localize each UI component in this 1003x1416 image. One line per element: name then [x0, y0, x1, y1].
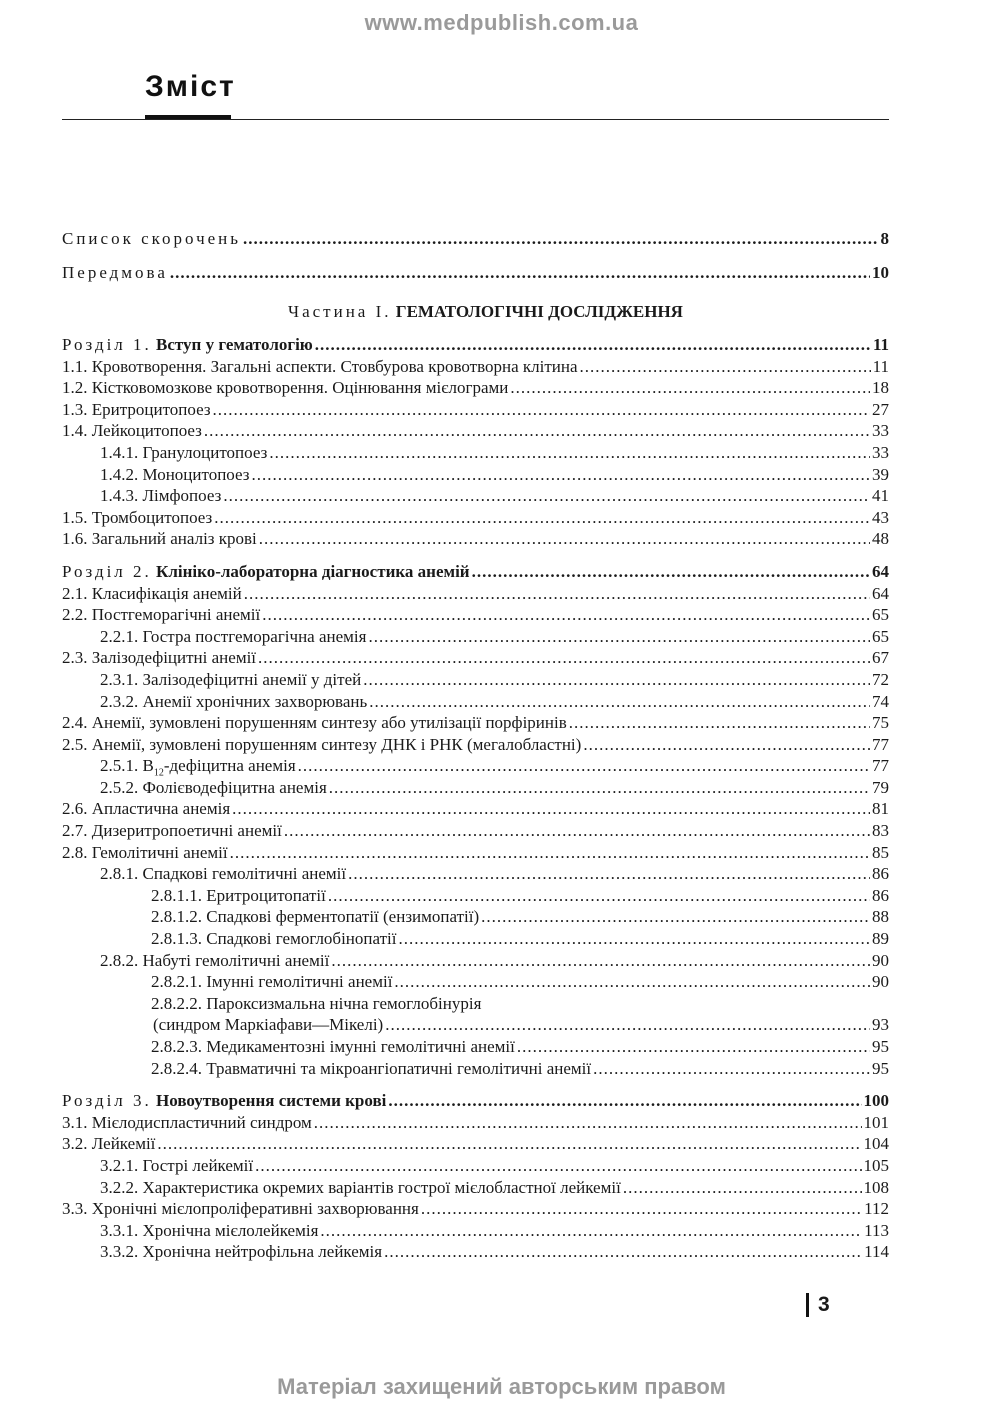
dot-leader	[398, 928, 870, 950]
toc-row[interactable]	[62, 377, 889, 399]
dot-leader	[213, 399, 870, 421]
toc-label-continuation: (синдром Маркіафави—Мікелі)	[153, 1015, 384, 1035]
toc-row[interactable]	[62, 971, 889, 993]
toc-label: 2.8.2. Набуті гемолітичні анемії	[100, 950, 330, 970]
dot-leader	[623, 1177, 862, 1199]
toc-row-preface[interactable]	[62, 256, 889, 290]
toc-row[interactable]	[62, 820, 889, 842]
toc-label: 1.4.1. Гранулоцитопоез	[100, 442, 268, 462]
toc-row[interactable]	[62, 863, 889, 885]
toc-label: 2.2. Постгеморагічні анемії	[62, 605, 261, 625]
toc-label: 1.4.3. Лімфопоез	[100, 486, 222, 506]
toc-page: 93	[872, 1015, 889, 1035]
toc-page: 114	[864, 1242, 889, 1262]
toc-row[interactable]	[62, 734, 889, 756]
toc-page: 33	[872, 421, 889, 441]
toc-label: 1.1. Кровотворення. Загальні аспекти. Стовбурова кровотворна клітина	[62, 356, 578, 376]
site-watermark: www.medpublish.com.ua	[364, 10, 639, 35]
dot-leader	[328, 885, 870, 907]
table-of-contents	[62, 222, 889, 1263]
toc-row[interactable]	[62, 464, 889, 486]
toc-row[interactable]	[62, 1014, 889, 1036]
toc-page: 88	[872, 907, 889, 927]
dot-leader	[593, 1058, 870, 1080]
toc-label: 2.6. Апластична анемія	[62, 799, 231, 819]
section-prefix: Розділ 3.	[62, 1091, 152, 1111]
dot-leader	[214, 507, 870, 529]
toc-label: 1.5. Тромбоцитопоез	[62, 507, 213, 527]
dot-leader	[314, 1112, 862, 1134]
toc-page: 108	[863, 1177, 889, 1197]
toc-page: 43	[872, 507, 889, 527]
toc-row[interactable]	[62, 1036, 889, 1058]
toc-page: 86	[872, 885, 889, 905]
dot-leader	[394, 971, 870, 993]
toc-page: 113	[864, 1220, 889, 1240]
toc-label: 3.3.1. Хронічна мієлолейкемія	[100, 1220, 319, 1240]
dot-leader	[510, 377, 870, 399]
toc-row[interactable]	[62, 1133, 889, 1155]
toc-label: 1.4. Лейкоцитопоез	[62, 421, 202, 441]
toc-label: 2.1. Класифікація анемій	[62, 583, 242, 603]
toc-page: 74	[872, 691, 889, 711]
dot-leader	[258, 647, 870, 669]
toc-row[interactable]	[62, 420, 889, 442]
dot-leader	[204, 420, 870, 442]
dot-leader	[388, 1090, 861, 1112]
dot-leader	[384, 1241, 862, 1263]
dot-leader	[583, 734, 870, 756]
toc-label: 2.5.1. $B_{12}$-дефіцитна анемія	[100, 756, 296, 779]
title-rule	[62, 119, 889, 120]
dot-leader	[262, 604, 870, 626]
section-prefix: Розділ 2.	[62, 561, 152, 581]
toc-label: 2.5.2. Фолієводефіцитна анемія	[100, 777, 327, 797]
toc-page: 89	[872, 929, 889, 949]
toc-page: 83	[872, 821, 889, 841]
dot-leader	[255, 1155, 861, 1177]
dot-leader	[170, 256, 870, 290]
toc-label: 3.2.2. Характеристика окремих варіантів гострої мієлобластної лейкемії	[100, 1177, 621, 1197]
dot-leader	[363, 669, 870, 691]
dot-leader	[385, 1014, 870, 1036]
toc-row[interactable]	[62, 842, 889, 864]
toc-row[interactable]	[62, 485, 889, 507]
toc-page: 10	[872, 263, 889, 282]
dot-leader	[259, 528, 870, 550]
toc-row[interactable]	[62, 1155, 889, 1177]
toc-label: 2.5. Анемії, зумовлені порушенням синтезу ДНК і РНК (мегалобластні)	[62, 734, 582, 754]
toc-label: 3.3. Хронічні мієлопроліферативні захворювання	[62, 1199, 419, 1219]
toc-page: 77	[872, 756, 889, 776]
toc-page: 65	[872, 626, 889, 646]
toc-page: 65	[872, 605, 889, 625]
toc-row[interactable]	[62, 777, 889, 799]
toc-label: 2.3.2. Анемії хронічних захворювань	[100, 691, 368, 711]
toc-page: 41	[872, 486, 889, 506]
dot-leader	[348, 863, 870, 885]
dot-leader	[368, 626, 870, 648]
dot-leader	[223, 485, 870, 507]
toc-row[interactable]	[62, 755, 889, 777]
toc-row[interactable]	[62, 626, 889, 648]
page-title: Зміст	[145, 70, 236, 103]
toc-page: 79	[872, 777, 889, 797]
dot-leader	[284, 820, 870, 842]
section-title: Вступ у гематологію	[156, 335, 313, 354]
toc-label: 2.4. Анемії, зумовлені порушенням синтезу або утилізації порфіринів	[62, 713, 567, 733]
dot-leader	[320, 1220, 862, 1242]
toc-label: 2.3. Залізодефіцитні анемії	[62, 648, 257, 668]
toc-label: 2.8.2.1. Імунні гемолітичні анемії	[151, 972, 393, 992]
toc-page: 18	[872, 378, 889, 398]
toc-row[interactable]	[62, 928, 889, 950]
toc-row[interactable]	[62, 399, 889, 421]
toc-label: 2.8.2.3. Медикаментозні імунні гемолітичні анемії	[151, 1037, 515, 1056]
toc-page: 33	[872, 442, 889, 462]
toc-label: 1.6. Загальний аналіз крові	[62, 529, 257, 549]
toc-page: 64	[872, 583, 889, 603]
toc-label: Передмова	[62, 263, 168, 282]
toc-row[interactable]	[62, 669, 889, 691]
dot-leader	[230, 842, 870, 864]
part-prefix: Частина I.	[288, 302, 392, 321]
dot-leader	[517, 1036, 870, 1058]
dot-leader	[251, 464, 870, 486]
section-title: Клініко-лабораторна діагностика анемій	[156, 561, 470, 581]
toc-row[interactable]	[62, 712, 889, 734]
toc-page: 95	[872, 1037, 889, 1056]
toc-page: 101	[863, 1112, 889, 1132]
section-heading-2[interactable]	[62, 561, 889, 583]
toc-page: 105	[863, 1155, 889, 1175]
dot-leader	[331, 950, 870, 972]
toc-label: 2.8.1.2. Спадкові ферментопатії (ензимопатії)	[151, 907, 480, 927]
toc-page: 95	[872, 1058, 889, 1078]
toc-label: 2.3.1. Залізодефіцитні анемії у дітей	[100, 669, 362, 689]
toc-page: 77	[872, 734, 889, 754]
toc-page: 81	[872, 799, 889, 819]
toc-label: 3.2.1. Гострі лейкемії	[100, 1155, 254, 1175]
toc-row[interactable]	[62, 906, 889, 928]
toc-label: 2.8. Гемолітичні анемії	[62, 842, 228, 862]
dot-leader	[481, 906, 870, 928]
section-prefix: Розділ 1.	[62, 335, 152, 354]
toc-label: 2.8.2.2. Пароксизмальна нічна гемоглобінурія	[151, 993, 482, 1013]
copyright-watermark: Матеріал захищений авторським правом	[277, 1374, 726, 1399]
toc-row-wrap-line[interactable]	[62, 993, 889, 1015]
toc-page: 11	[872, 335, 889, 354]
toc-row[interactable]	[62, 885, 889, 907]
toc-row[interactable]	[62, 356, 889, 378]
part-heading	[62, 290, 889, 334]
toc-label: 2.8.1.1. Еритроцитопатії	[151, 885, 326, 905]
toc-page: 75	[872, 713, 889, 733]
toc-row[interactable]	[62, 1241, 889, 1263]
dot-leader	[580, 356, 871, 378]
section-heading-3[interactable]	[62, 1090, 889, 1112]
toc-row[interactable]	[62, 1058, 889, 1080]
dot-leader	[421, 1198, 862, 1220]
section-title: Новоутворення системи крові	[156, 1091, 387, 1111]
toc-page: 85	[872, 842, 889, 862]
toc-label: Список скорочень	[62, 229, 242, 248]
toc-page: 100	[863, 1091, 889, 1111]
toc-row[interactable]	[62, 507, 889, 529]
toc-label: 2.2.1. Гостра постгеморагічна анемія	[100, 626, 367, 646]
toc-label: 1.2. Кістковомозкове кровотворення. Оцінювання мієлограми	[62, 378, 509, 398]
toc-row[interactable]	[62, 442, 889, 464]
toc-row[interactable]	[62, 950, 889, 972]
toc-row[interactable]	[62, 1177, 889, 1199]
toc-page: 48	[872, 529, 889, 549]
toc-page: 90	[872, 950, 889, 970]
toc-page: 86	[872, 864, 889, 884]
dot-leader	[329, 777, 870, 799]
toc-row[interactable]	[62, 798, 889, 820]
toc-row-abbreviations[interactable]	[62, 222, 889, 256]
toc-label: 3.3.2. Хронічна нейтрофільна лейкемія	[100, 1242, 383, 1262]
toc-label: 3.1. Мієлодиспластичний синдром	[62, 1112, 312, 1132]
toc-label: 2.8.1.3. Спадкові гемоглобінопатії	[151, 929, 397, 949]
toc-label: 3.2. Лейкемії	[62, 1134, 156, 1154]
toc-label: 2.7. Дизеритропоетичні анемії	[62, 821, 282, 841]
toc-row[interactable]	[62, 604, 889, 626]
page-number: 3	[818, 1293, 830, 1316]
toc-page: 11	[872, 356, 889, 376]
toc-page: 8	[880, 229, 889, 248]
dot-leader	[269, 442, 870, 464]
toc-label: 2.8.2.4. Травматичні та мікроангіопатичні гемолітичні анемії	[151, 1058, 592, 1078]
toc-page: 27	[872, 399, 889, 419]
dot-leader	[243, 222, 878, 256]
dot-leader	[472, 561, 870, 583]
dot-leader	[298, 755, 870, 777]
toc-page: 64	[872, 561, 889, 581]
toc-label: 1.3. Еритроцитопоез	[62, 399, 211, 419]
toc-row[interactable]	[62, 1198, 889, 1220]
toc-row[interactable]	[62, 691, 889, 713]
toc-page: 67	[872, 648, 889, 668]
dot-leader	[369, 691, 870, 713]
toc-row[interactable]	[62, 583, 889, 605]
dot-leader	[244, 583, 870, 605]
dot-leader	[232, 798, 870, 820]
toc-label: 1.4.2. Моноцитопоез	[100, 464, 250, 484]
dot-leader	[157, 1133, 861, 1155]
dot-leader	[569, 712, 870, 734]
toc-page: 104	[863, 1134, 889, 1154]
toc-label: 2.8.1. Спадкові гемолітичні анемії	[100, 864, 347, 884]
dot-leader	[315, 334, 871, 356]
section-heading-1[interactable]	[62, 334, 889, 356]
toc-page: 90	[872, 972, 889, 992]
toc-page: 72	[872, 669, 889, 689]
toc-row[interactable]	[62, 1112, 889, 1134]
toc-row[interactable]	[62, 647, 889, 669]
toc-page: 39	[872, 464, 889, 484]
part-title: ГЕМАТОЛОГІЧНІ ДОСЛІДЖЕННЯ	[395, 302, 683, 321]
toc-row[interactable]	[62, 1220, 889, 1242]
toc-row[interactable]	[62, 528, 889, 550]
toc-page: 112	[864, 1199, 889, 1219]
